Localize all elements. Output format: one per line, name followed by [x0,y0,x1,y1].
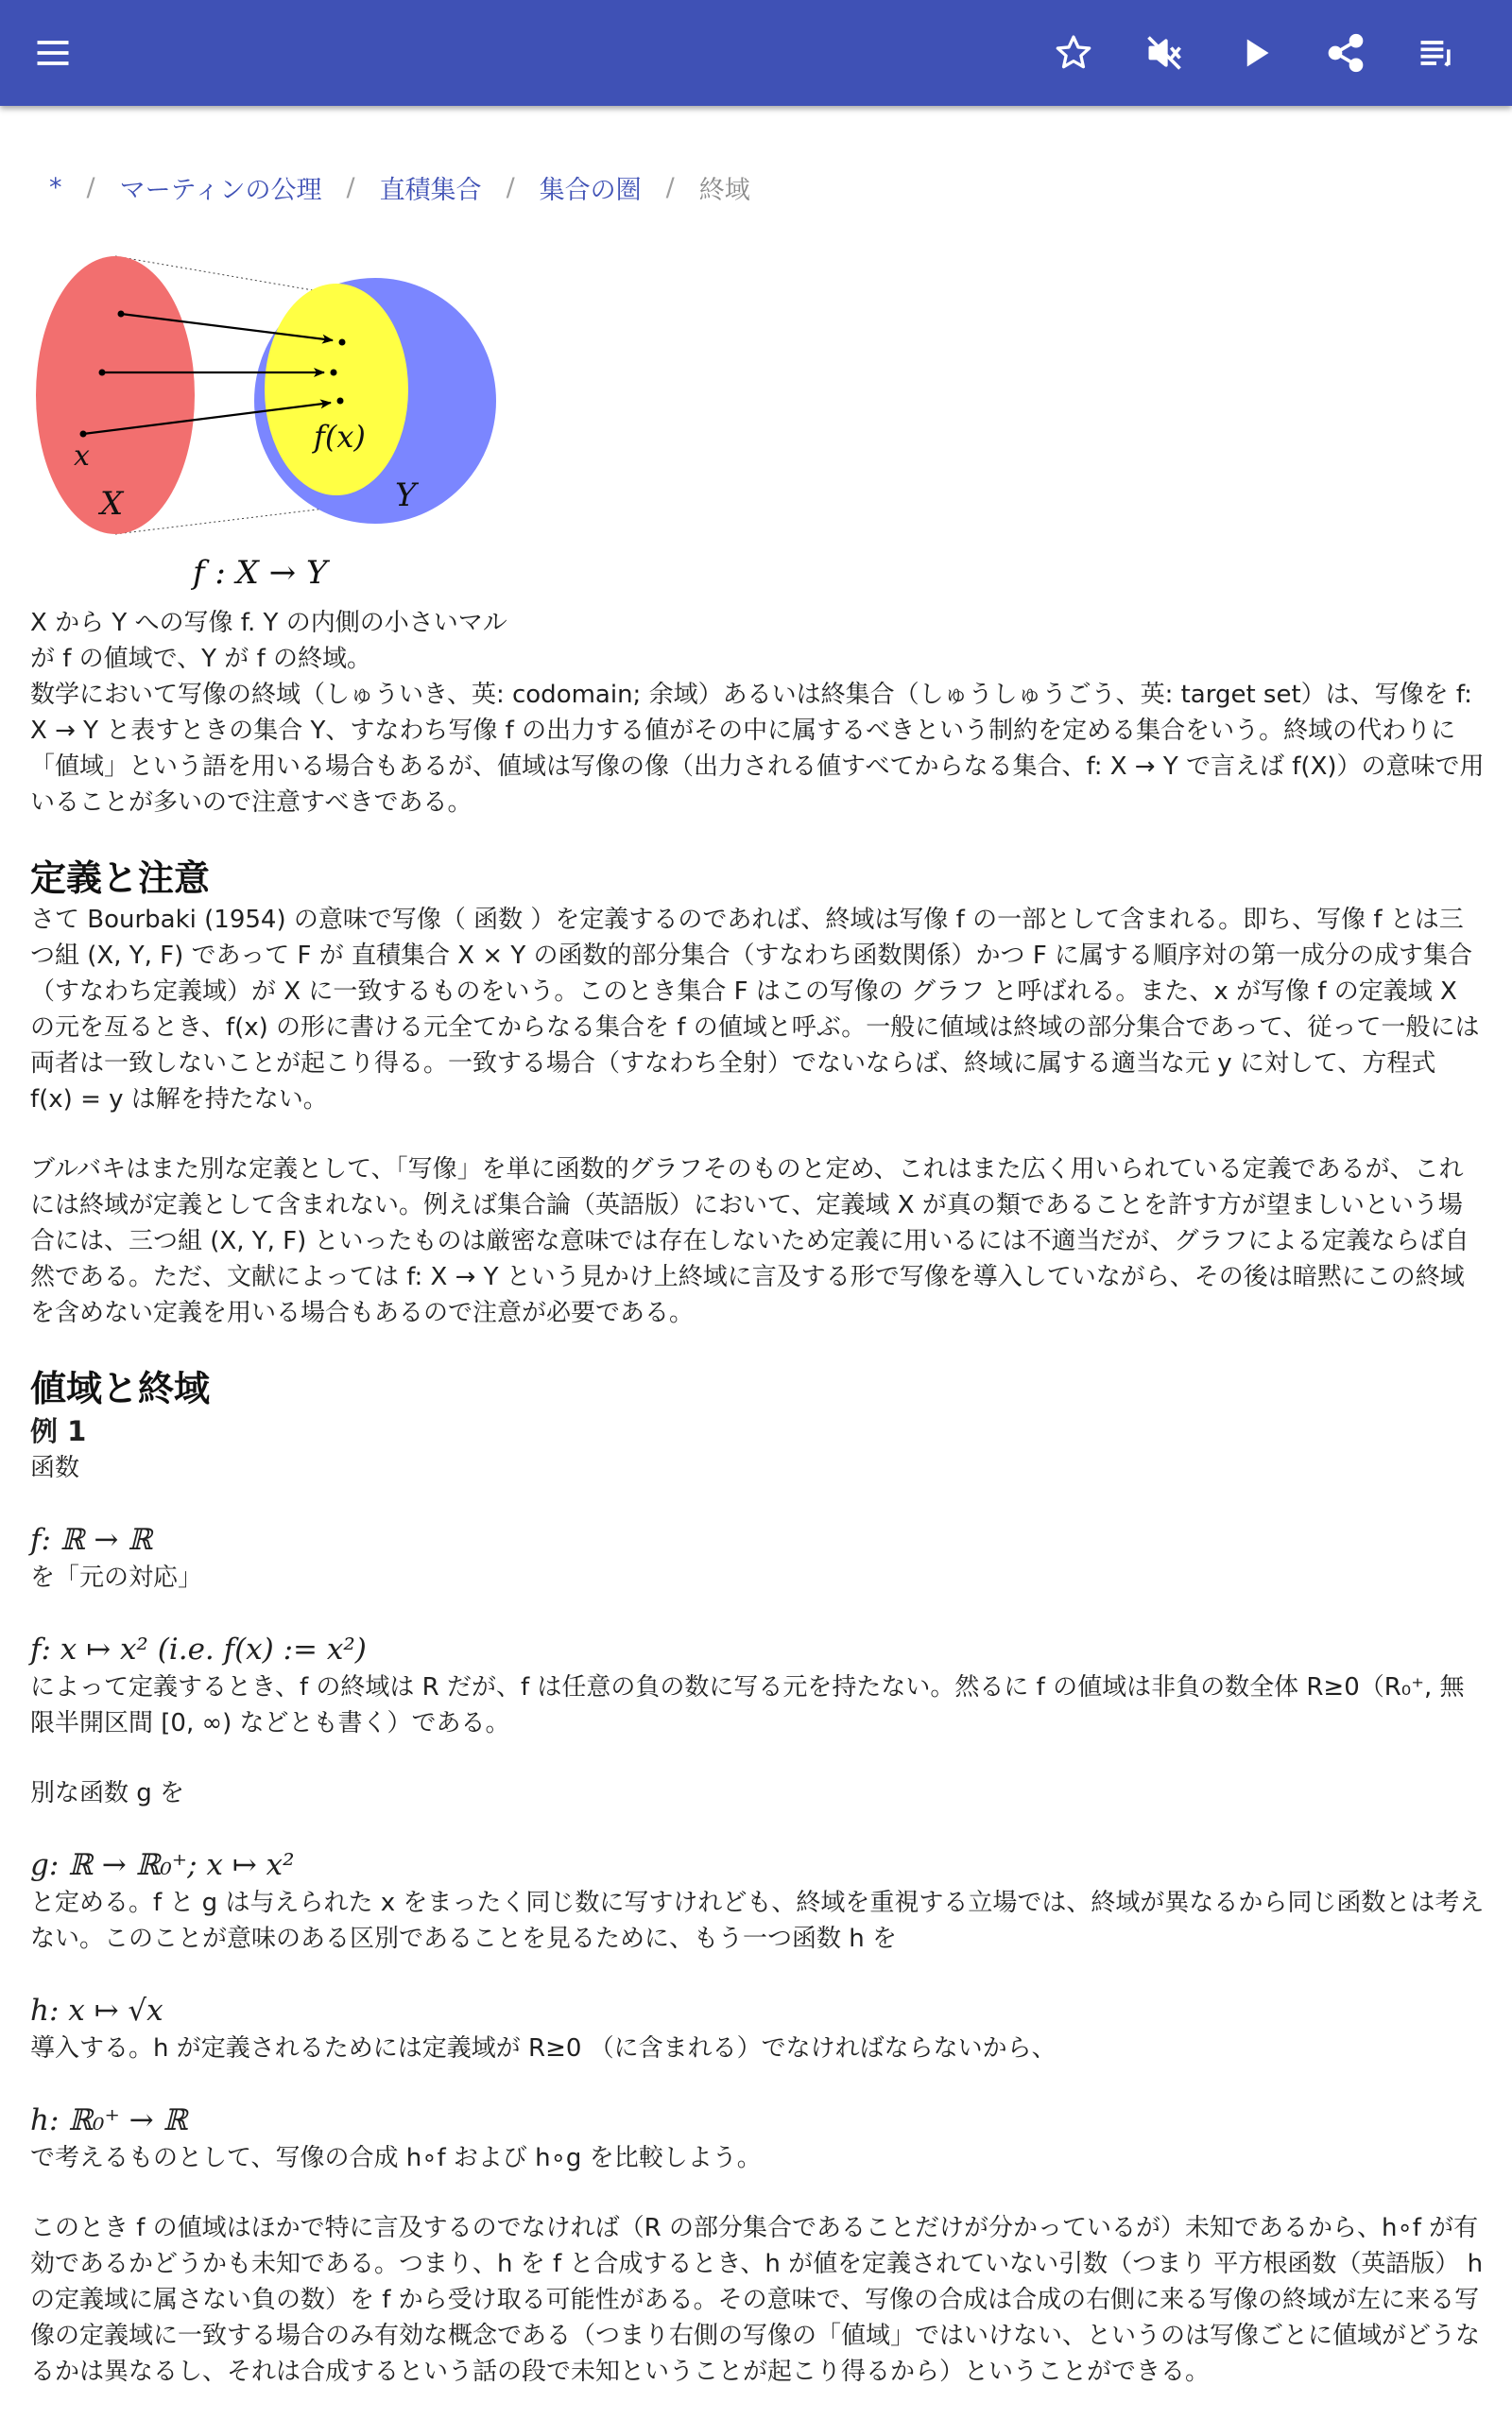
section-heading-range: 値域と終域 [30,1368,211,1409]
text-paragraph: このとき f の値域はほかで特に言及するのでなければ（R の部分集合であることだけが分かっているが）未知であるから、h∘f が有効であるかどうかも未知である。つまり、h を f と合成するとき、h が値を定義されていない引数（つまり 平方根函数（英語版） h の定義域に属さない負の数）を f から受け取る可能性がある。その意味で、写像の合成は合成の右側に来る写像の終域が左に来る写像の定義域に一致する場合のみ有効な概念である（つまり右側の写像の「値域」ではいけない、というのは写像ごとに値域がどうなるかは異なるし、それは合成するという話の段で未知ということが起こり得るから）ということができる。 [30,2214,1484,2386]
text-paragraph: 導入する。h が定義されるためには定義域が R≥0 （に含まれる）でなければならないから、 [30,2034,1057,2063]
math-formula: g: ℝ → ℝ₀⁺; x ↦ x² [30,1848,295,1882]
play-icon[interactable] [1228,26,1281,79]
caption-line: が f の値域で、Y が f の終域。 [30,645,371,673]
label-domain-X: X [100,485,124,523]
example-heading: 例 1 [30,1415,87,1447]
text-paragraph: と定める。f と g は与えられた x をまったく同じ数に写すけれども、終域を重視する立場では、終域が異なるから同じ函数とは考えない。このことが意味のある区別であることを見るために、もう一つ函数 h を [30,1889,1485,1953]
breadcrumb-item-cartesian-product[interactable]: 直積集合 [379,175,482,205]
image-point [331,370,337,376]
volume-off-icon[interactable] [1138,26,1191,79]
breadcrumb-item-category-of-sets[interactable]: 集合の圏 [539,175,642,205]
math-formula: f: ℝ → ℝ [30,1523,152,1557]
definition-paragraph: ブルバキはまた別な定義として、「写像」を単に函数的グラフそのものと定め、これはまた広く用いられている定義であるが、これには終域が定義として含まれない。例えば集合論（英語版）において、定義域 X が真の類であることを許す方が望ましいという場合には、三つ組 (X, Y, F) といったものは厳密な意味では存在しないため定義に用いるには不適当だが、グラフによる定義ならば自然である。ただ、文献によっては f: X → Y という見かけ上終域に言及する形で写像を導入していながら、その後は暗黙にこの終域を含めない定義を用いる場合もあるので注意が必要である。 [30,1155,1469,1327]
breadcrumb-item-martin-axiom[interactable]: マーティンの公理 [119,175,322,205]
label-codomain-Y: Y [395,476,417,514]
caption-line: X から Y への写像 f. Y の内側の小さいマル [30,609,507,637]
example-subtitle: 函数 [30,1454,80,1482]
breadcrumb-separator: / [346,172,355,202]
breadcrumb-separator: / [506,172,515,202]
image-set-shape [265,284,408,495]
menu-icon[interactable] [26,26,79,79]
breadcrumb-separator: / [665,172,675,202]
math-formula: f: x ↦ x² (i.e. f(x) := x²) [30,1633,367,1667]
image-point [337,398,344,405]
label-x: x [74,440,90,473]
section-heading-definition: 定義と注意 [30,857,211,899]
app-bar [0,0,1512,106]
playlist-icon[interactable] [1410,26,1463,79]
article-body [30,677,1486,2390]
intro-paragraph: 数学において写像の終域（しゅういき、英: codomain; 余域）あるいは終集合（しゅうしゅうごう、英: target set）は、写像を f: X → Y と表すときの集合 Y、すなわち写像 f の出力する値がその中に属するべきという制約を定める集合をいう。終域の代わりに「値域」という語を用いる場合もあるが、値域は写像の像（出力される値すべてからなる集合、f: X → Y で言えば f(X)）の意味で用いることが多いので注意すべきである。 [30,681,1485,817]
math-formula: h: ℝ₀⁺ → ℝ [30,2103,188,2137]
figure-formula: f : X → Y [193,554,328,592]
text-paragraph: 別な函数 g を [30,1779,185,1807]
breadcrumb [49,164,750,210]
definition-paragraph: さて Bourbaki (1954) の意味で写像（ 函数 ）を定義するのであれば、終域は写像 f の一部として含まれる。即ち、写像 f とは三つ組 (X, Y, F) であって F が 直積集合 X × Y の函数的部分集合（すなわち函数関係）かつ F に属する順序対の第一成分の成す集合（すなわち定義域）が X に一致するものをいう。このとき集合 F はこの写像の グラフ と呼ばれる。また、x が写像 f の定義域 X の元を亙るとき、f(x) の形に書ける元全てからなる集合を f の値域と呼ぶ。一般に値域は終域の部分集合であって、従って一般には両者は一致しないことが起こり得る。一致する場合（すなわち全射）でないならば、終域に属する適当な元 y に対して、方程式 f(x) = y は解を持たない。 [30,906,1480,1114]
breadcrumb-item-root[interactable]: * [49,172,62,202]
image-point [339,339,346,346]
text-paragraph: によって定義するとき、f の終域は R だが、f は任意の負の数に写る元を持たない。然るに f の値域は非負の数全体 R≥0（R₀⁺, 無限半開区間 [0, ∞) などとも書く）である。 [30,1673,1465,1737]
math-formula: h: x ↦ √x [30,1994,163,2028]
label-fx: f(x) [314,419,366,455]
text-paragraph: を「元の対応」 [30,1564,203,1592]
breadcrumb-separator: / [86,172,95,202]
codomain-diagram[interactable] [21,238,512,599]
breadcrumb-current: 終域 [698,175,750,205]
star-icon[interactable] [1047,26,1100,79]
text-paragraph: で考えるものとして、写像の合成 h∘f および h∘g を比較しよう。 [30,2144,762,2172]
share-icon[interactable] [1319,26,1372,79]
figure-caption [30,605,522,677]
